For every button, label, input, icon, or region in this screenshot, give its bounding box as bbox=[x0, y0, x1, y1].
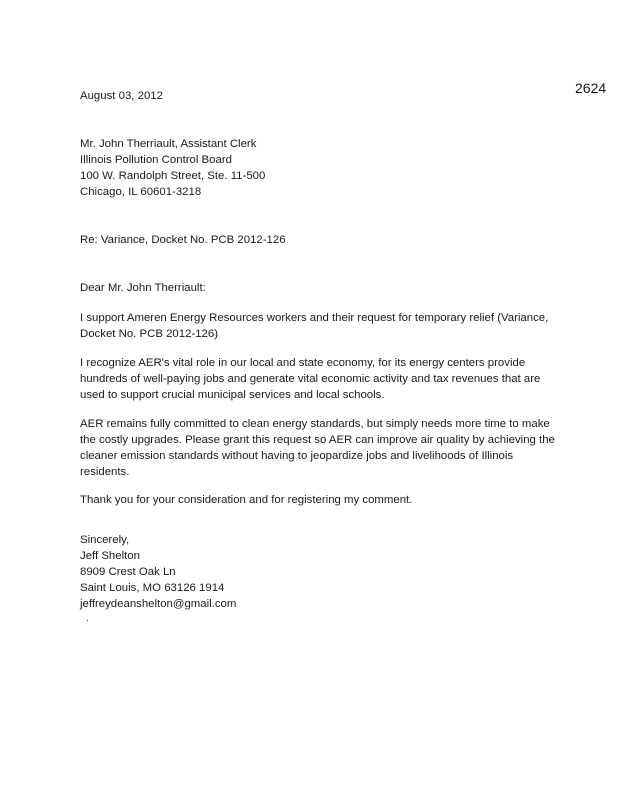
signer-city: Saint Louis, MO 63126 1914 bbox=[80, 582, 225, 594]
signer-email: jeffreydeanshelton@gmail.com bbox=[80, 598, 237, 610]
paragraph-support: I support Ameren Energy Resources workers and their request for temporary relief (Variance, Docket No. PCB 2012-126) bbox=[80, 312, 549, 340]
recipient-city: Chicago, IL 60601-3218 bbox=[80, 186, 202, 198]
letter-date: August 03, 2012 bbox=[80, 90, 163, 102]
page-number: 2624 bbox=[575, 80, 607, 96]
recipient-name: Mr. John Therriault, Assistant Clerk bbox=[80, 138, 257, 150]
recipient-address bbox=[80, 136, 560, 200]
re-line: Re: Variance, Docket No. PCB 2012-126 bbox=[80, 234, 286, 246]
recipient-street: 100 W. Randolph Street, Ste. 11-500 bbox=[80, 170, 266, 182]
paragraph-economy: I recognize AER's vital role in our local and state economy, for its energy centers provide hundreds of well-paying jobs and generate vital economic activity and tax revenues that are used to support crucial municipal services and local schools. bbox=[80, 357, 541, 401]
salutation: Dear Mr. John Therriault: bbox=[80, 282, 206, 294]
closing-word: Sincerely, bbox=[80, 534, 130, 546]
letter-body bbox=[80, 88, 560, 624]
trailing-mark: . bbox=[86, 613, 89, 624]
signer-street: 8909 Crest Oak Ln bbox=[80, 566, 176, 578]
recipient-organization: Illinois Pollution Control Board bbox=[80, 154, 232, 166]
closing-block bbox=[80, 532, 560, 612]
paragraph-request: AER remains fully committed to clean energy standards, but simply needs more time to make the costly upgrades. Please grant this request so AER can improve air quality by achieving the cleaner emission standards without having to jeopardize jobs and livelihoods of Illinois residents. bbox=[80, 418, 555, 478]
paragraph-thanks: Thank you for your consideration and for registering my comment. bbox=[80, 494, 413, 506]
signer-name: Jeff Shelton bbox=[80, 550, 140, 562]
